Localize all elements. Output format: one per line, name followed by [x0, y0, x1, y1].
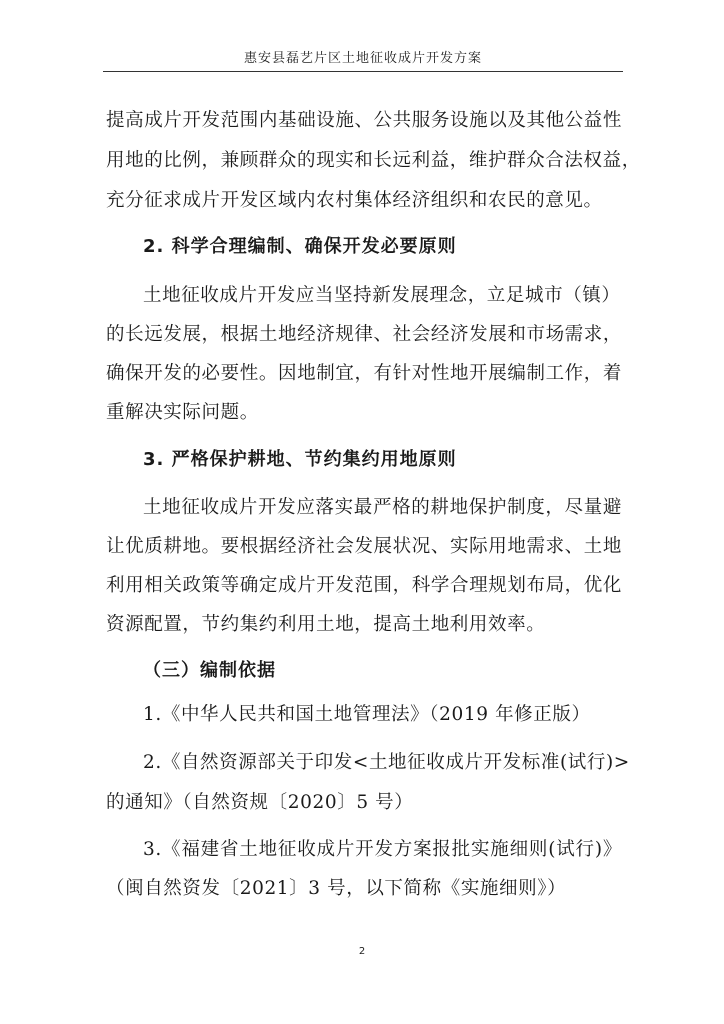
running-header: 惠安县磊艺片区土地征收成片开发方案 — [243, 51, 482, 66]
paragraph-line: 充分征求成片开发区域内农村集体经济组织和农民的意见。 — [106, 190, 603, 211]
reference-line: （闽自然资发〔2021〕3 号，以下简称《实施细则》） — [106, 878, 567, 899]
reference-line: 1.《中华人民共和国土地管理法》（2019 年修正版） — [143, 704, 591, 725]
paragraph-line: 的长远发展，根据土地经济规律、社会经济发展和市场需求， — [106, 324, 622, 345]
paragraph-line: 重解决实际问题。 — [106, 402, 259, 423]
reference-line: 3.《福建省土地征收成片开发方案报批实施细则(试行)》 — [143, 839, 622, 860]
paragraph-line: 利用相关政策等确定成片开发范围，科学合理规划布局，优化 — [106, 575, 622, 596]
paragraph-line: 资源配置，节约集约利用土地，提高土地利用效率。 — [106, 614, 546, 635]
section-heading: 2. 科学合理编制、确保开发必要原则 — [143, 236, 457, 257]
section-heading: 3. 严格保护耕地、节约集约用地原则 — [143, 449, 457, 470]
paragraph-line: 土地征收成片开发应当坚持新发展理念，立足城市（镇） — [143, 285, 621, 306]
page-number: 2 — [358, 946, 366, 957]
section-heading: （三）编制依据 — [143, 660, 276, 681]
paragraph-line: 土地征收成片开发应落实最严格的耕地保护制度，尽量避 — [143, 497, 622, 518]
paragraph-line: 确保开发的必要性。因地制宜，有针对性地开展编制工作，着 — [106, 363, 622, 384]
paragraph-line: 让优质耕地。要根据经济社会发展状况、实际用地需求、土地 — [106, 536, 622, 557]
reference-line: 的通知》（自然资规〔2020〕5 号） — [106, 792, 414, 813]
header-divider — [103, 71, 623, 72]
reference-line: 2.《自然资源部关于印发<土地征收成片开发标准(试行)> — [143, 752, 630, 773]
paragraph-line: 提高成片开发范围内基础设施、公共服务设施以及其他公益性 — [106, 110, 622, 131]
paragraph-line: 用地的比例，兼顾群众的现实和长远利益，维护群众合法权益， — [106, 150, 641, 171]
